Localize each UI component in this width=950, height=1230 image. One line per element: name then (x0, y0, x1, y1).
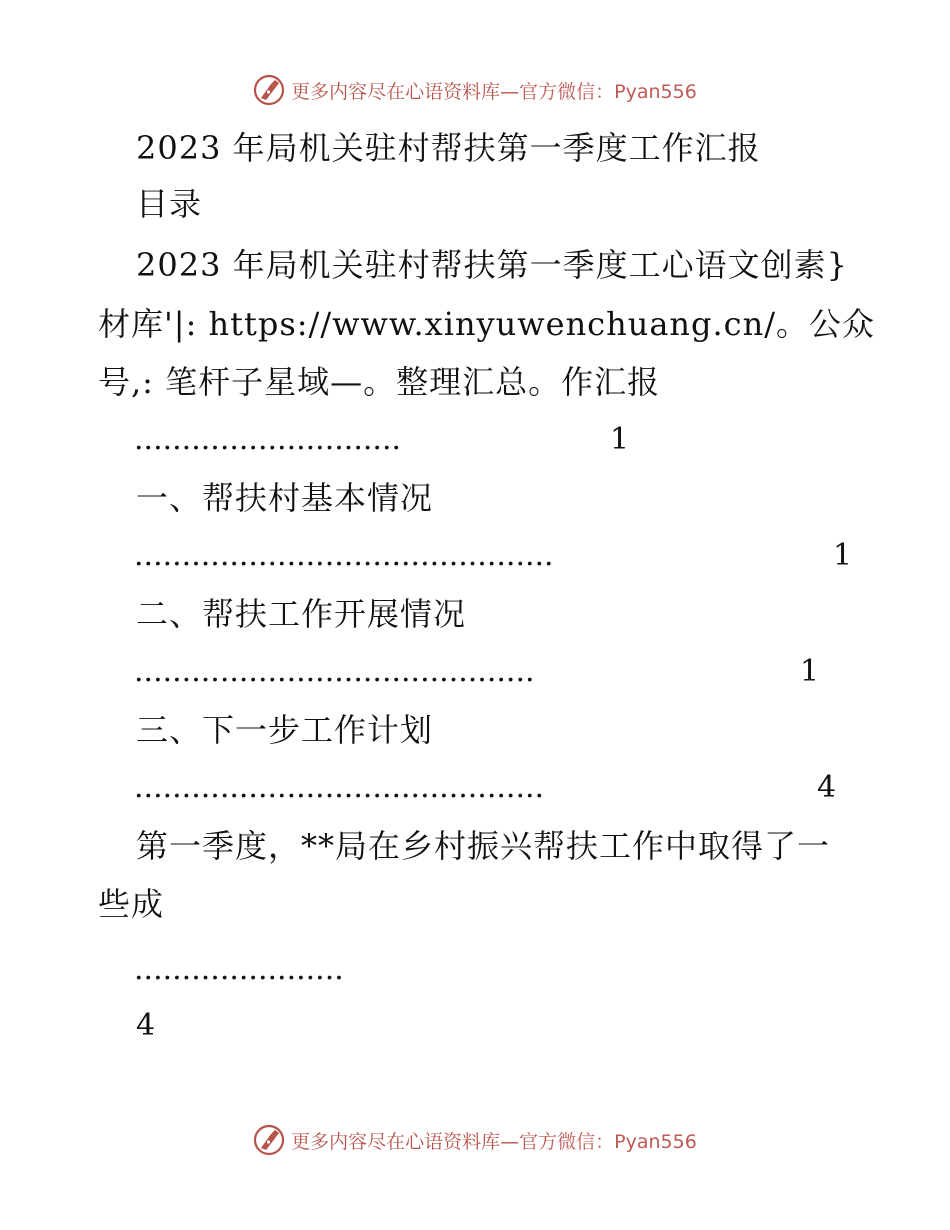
toc-entry-3-page: 1 (800, 654, 820, 689)
watermark-brand: 更多内容尽在心语资料库 (291, 80, 501, 103)
toc-entry-5-leader: ...................... (134, 952, 344, 987)
watermark-contact: 官方微信：Pyan556 (519, 1130, 697, 1153)
toc-entry-1-line-3: 号,: 笔杆子星域—。整理汇总。作汇报 (98, 363, 661, 401)
watermark-text (291, 1127, 697, 1154)
toc-entry-3-label: 二、帮扶工作开展情况 (136, 595, 467, 633)
footer-watermark (0, 1120, 950, 1160)
toc-entry-1-leader: ............................ (134, 422, 402, 457)
toc-entry-1-page: 1 (610, 422, 630, 457)
watermark-dash: — (500, 80, 520, 103)
toc-heading: 目录 (136, 185, 203, 223)
toc-entry-1-line-2: 材库'|: https://www.xinyuwenchuang.cn/。公众 (98, 305, 875, 343)
toc-entry-4-page: 4 (817, 770, 837, 805)
toc-entry-3-leader: .......................................... (134, 654, 535, 689)
watermark-brand: 更多内容尽在心语资料库 (291, 1130, 501, 1153)
toc-entry-1-line-1: 2023 年局机关驻村帮扶第一季度工心语文创素} (136, 246, 848, 284)
toc-entry-2-label: 一、帮扶村基本情况 (136, 479, 434, 517)
toc-entry-2-leader: ............................................ (134, 538, 554, 573)
toc-entry-4-leader: ........................................... (134, 770, 545, 805)
pen-nib-logo-icon (253, 1124, 285, 1156)
document-title: 2023 年局机关驻村帮扶第一季度工作汇报 (136, 129, 761, 167)
toc-entry-5-line-1: 第一季度，**局在乡村振兴帮扶工作中取得了一 (136, 827, 831, 865)
watermark-contact: 官方微信：Pyan556 (519, 80, 697, 103)
toc-entry-2-page: 1 (833, 538, 853, 573)
toc-entry-5-line-2: 些成 (98, 885, 165, 923)
watermark-dash: — (500, 1130, 520, 1153)
toc-entry-4-label: 三、下一步工作计划 (136, 711, 434, 749)
toc-entry-5-page: 4 (136, 1008, 156, 1043)
